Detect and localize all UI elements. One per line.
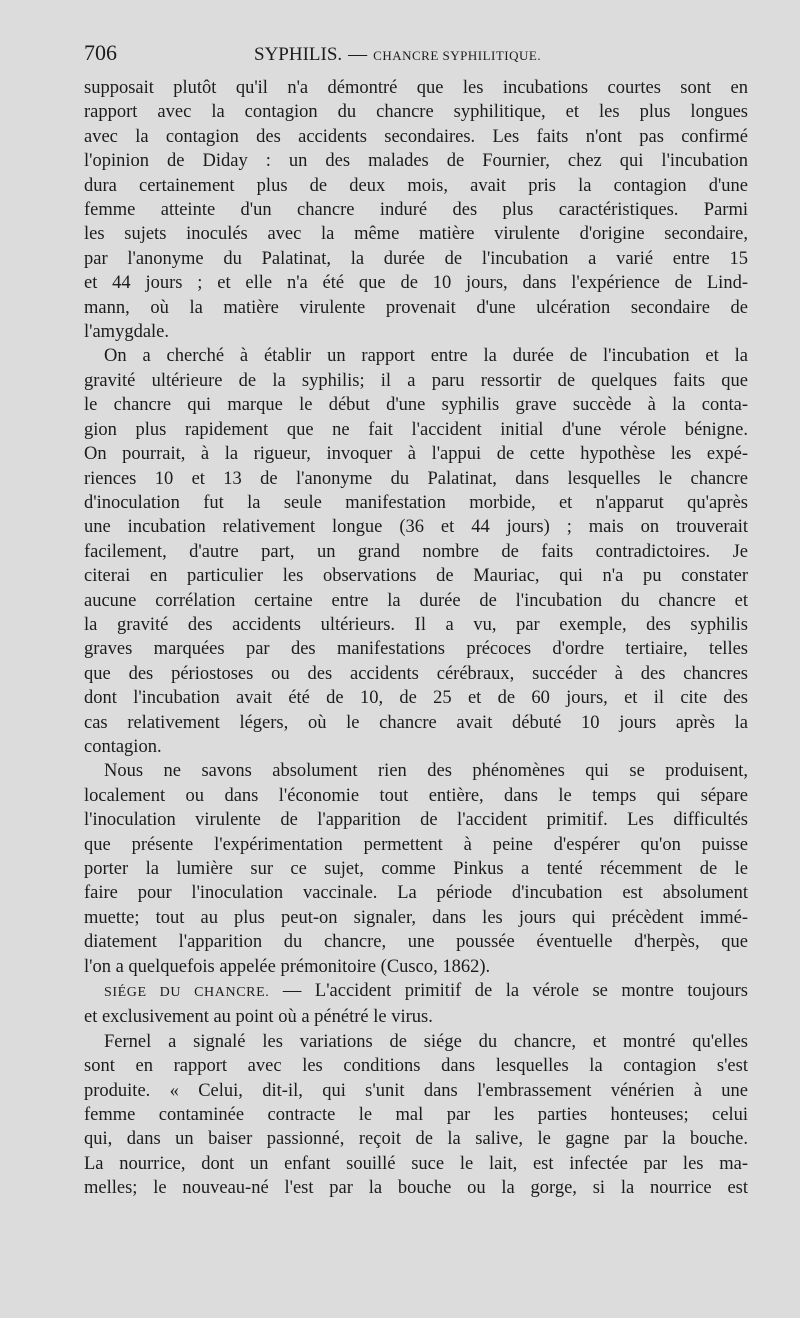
text-line: supposait plutôt qu'il n'a démontré que les incubations courtes sont en	[84, 78, 748, 98]
text-line: l'inoculation virulente de l'apparition de l'accident primitif. Les difficultés	[84, 810, 748, 831]
text-line: une incubation relativement longue (36 et 44 jours) ; mais on trouverait	[84, 517, 748, 538]
text-line: On pourrait, à la rigueur, invoquer à l'appui de cette hypothèse les expé-	[84, 444, 748, 465]
text-line: femme contaminée contracte le mal par les parties honteuses; celui	[84, 1105, 748, 1126]
text-line: l'on a quelquefois appelée prémonitoire (Cusco, 1862).	[84, 956, 491, 977]
running-title-main: SYPHILIS.	[254, 44, 343, 65]
text-line: mann, où la matière virulente provenait d'une ulcération secondaire de	[84, 297, 748, 318]
section-heading: SIÉGE DU CHANCRE.	[104, 985, 270, 1001]
text-line: et exclusivement au point où a pénétré le virus.	[84, 1007, 433, 1028]
text-line: par l'anonyme du Palatinat, la durée de l'incubation a varié entre 15	[84, 248, 748, 269]
text-line: l'amygdale.	[84, 322, 170, 343]
text-line: localement ou dans l'économie tout entière, dans le temps qui sépare	[84, 785, 748, 806]
text-line: gravité ultérieure de la syphilis; il a paru ressortir de quelques faits que	[84, 370, 748, 391]
text-line: les sujets inoculés avec la même matière virulente d'origine secondaire,	[84, 224, 748, 245]
text-line	[84, 979, 748, 1005]
text-line: muette; tout au plus peut-on signaler, dans les jours qui précèdent immé-	[84, 907, 748, 928]
text-line: produite. « Celui, dit-il, qui s'unit dans l'embrassement vénérien à une	[84, 1080, 748, 1101]
text-line: La nourrice, dont un enfant souillé suce le lait, est infectée par les ma-	[84, 1153, 748, 1174]
text-line: gion plus rapidement que ne fait l'accident initial d'une vérole bénigne.	[84, 419, 748, 440]
running-title-sub: CHANCRE SYPHILITIQUE.	[373, 48, 542, 63]
text-line: le chancre qui marque le début d'une syphilis grave succède à la conta-	[84, 395, 748, 416]
text-line: sont en rapport avec les conditions dans lesquelles la contagion s'est	[84, 1056, 748, 1077]
text-line: dont l'incubation avait été de 10, de 25 et de 60 jours, et il cite des	[84, 688, 748, 709]
text-line: melles; le nouveau-né l'est par la bouche ou la gorge, si la nourrice est	[84, 1178, 748, 1199]
text-line: graves marquées par des manifestations précoces d'ordre tertiaire, telles	[84, 639, 748, 660]
page-header	[84, 40, 752, 68]
text-line: l'opinion de Diday : un des malades de Fournier, chez qui l'incubation	[84, 151, 748, 172]
text-line: femme atteinte d'un chancre induré des plus caractéristiques. Parmi	[84, 200, 748, 221]
section-paragraph	[84, 979, 748, 1030]
text-line: contagion.	[84, 736, 162, 757]
text-line: rapport avec la contagion du chancre syphilitique, et les plus longues	[84, 102, 748, 123]
text-line: que des périostoses ou des accidents cérébraux, succéder à des chancres	[84, 663, 748, 684]
text-line: Fernel a signalé les variations de siége du chancre, et montré qu'elles	[104, 1031, 748, 1052]
text-line: On a cherché à établir un rapport entre la durée de l'incubation et la	[104, 346, 748, 367]
section-heading-text: — L'accident primitif de la vérole se montre toujours	[282, 981, 748, 1002]
running-title	[254, 44, 541, 66]
text-line: avec la contagion des accidents secondaires. Les faits n'ont pas confirmé	[84, 126, 748, 147]
text-line: et 44 jours ; et elle n'a été que de 10 jours, dans l'expérience de Lind-	[84, 273, 748, 294]
text-line: riences 10 et 13 de l'anonyme du Palatinat, dans lesquelles le chancre	[84, 468, 748, 489]
text-line: que présente l'expérimentation permettent à peine d'espérer qu'on puisse	[84, 834, 748, 855]
text-line: citerai en particulier les observations de Mauriac, qui n'a pu constater	[84, 566, 748, 587]
text-line: Nous ne savons absolument rien des phénomènes qui se produisent,	[104, 761, 748, 782]
text-line: aucune corrélation certaine entre la durée de l'incubation du chancre et	[84, 590, 748, 611]
text-line: faire pour l'inoculation vaccinale. La période d'incubation est absolument	[84, 883, 748, 904]
text-line: diatement l'apparition du chancre, une poussée éventuelle d'herpès, que	[84, 932, 748, 953]
paragraph	[84, 1030, 748, 1201]
text-line: facilement, d'autre part, un grand nombre de faits contradictoires. Je	[84, 541, 748, 562]
text-line: d'inoculation fut la seule manifestation morbide, et n'apparut qu'après	[84, 492, 748, 513]
page-number: 706	[84, 40, 117, 65]
body-text	[84, 76, 748, 1201]
paragraph	[84, 76, 748, 344]
paragraph	[84, 344, 748, 759]
text-line: cas relativement légers, où le chancre avait débuté 10 jours après la	[84, 712, 748, 733]
text-line: dura certainement plus de deux mois, avait pris la contagion d'une	[84, 175, 748, 196]
text-line: porter la lumière sur ce sujet, comme Pinkus a tenté récemment de le	[84, 859, 748, 879]
running-title-dash: —	[348, 44, 368, 65]
paragraph	[84, 759, 748, 979]
text-line: qui, dans un baiser passionné, reçoit de la salive, le gagne par la bouche.	[84, 1129, 748, 1150]
text-line: la gravité des accidents ultérieurs. Il a vu, par exemple, des syphilis	[84, 614, 748, 635]
